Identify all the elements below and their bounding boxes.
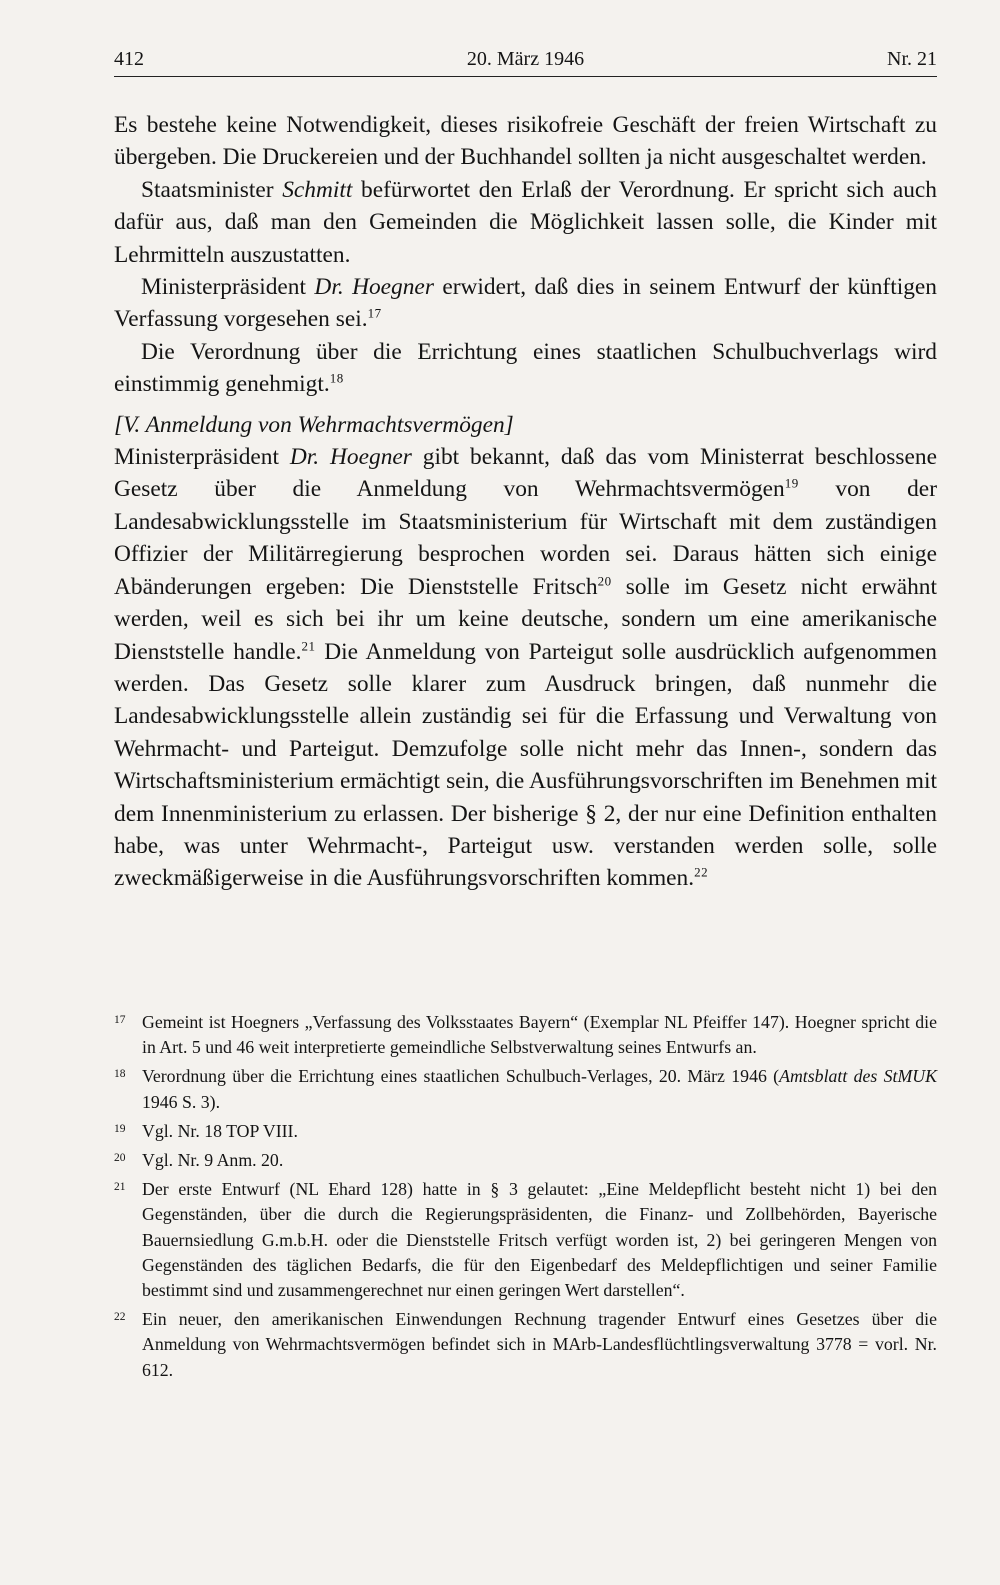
footnotes — [114, 1010, 937, 1387]
footnote — [114, 1307, 937, 1383]
footnote-text: Gemeint ist Hoegners „Verfassung des Volksstaates Bayern“ (Exemplar NL Pfeiffer 147). Hoegner spricht die in Art. 5 und 46 weit interpretierte gemeindliche Selbstverwaltung seines Entwurfs an. — [142, 1012, 937, 1058]
footnote — [114, 1010, 937, 1060]
footnote-text: Der erste Entwurf (NL Ehard 128) hatte in § 3 gelautet: „Eine Meldepflicht besteht nicht 1) bei den Gegenständen, über die durch die Regierungspräsidenten, die Finanz- und Zollbehörden, Bayerische Bauernsiedlung G.m.b.H. oder die Dienststelle Fritsch verfügt worden ist, 2) bei geringeren Mengen von Gegenständen des täglichen Bedarfs, die für den Eigenbedarf des Meldepflichtigen und seiner Familie bestimmt sind und zusammengerechnet nur einen geringen Wert darstellen“. — [142, 1179, 937, 1301]
header-date: 20. März 1946 — [466, 48, 585, 70]
footnote-ref[interactable]: 17 — [367, 306, 382, 321]
main-text — [114, 109, 937, 895]
footnote-number: 21 — [114, 1181, 126, 1194]
person-name: Schmitt — [282, 176, 353, 203]
footnote-ref[interactable]: 18 — [329, 370, 344, 386]
page-number: 412 — [114, 48, 144, 70]
footnote-number: 17 — [114, 1014, 126, 1026]
footnote-ref[interactable]: 20 — [597, 573, 612, 589]
paragraph: Die Verordnung über die Errichtung eines staatlichen Schulbuchverlags wird einstimmig genehmigt.$^{18}$ — [114, 338, 937, 398]
footnote-number: 18 — [114, 1068, 126, 1081]
footnote: 18 Verordnung über die Errichtung eines staatlichen Schulbuch-Verlages, 20. März 1946 (Amtsblatt des StMUK 1946 S. 3). — [114, 1066, 937, 1112]
running-header — [114, 44, 937, 74]
footnote-text: Vgl. Nr. 18 TOP VIII. — [142, 1120, 298, 1141]
footnote — [114, 1148, 937, 1173]
section-heading: [V. Anmeldung von Wehrmachtsvermögen] — [114, 411, 514, 438]
publication-title: Amtsblatt des StMUK — [779, 1066, 937, 1087]
footnote-text: Ein neuer, den amerikanischen Einwendungen Rechnung tragender Entwurf eines Gesetzes über die Anmeldung von Wehrmachtsvermögen befindet sich in MArb-Landesflüchtlingsverwaltung 3778 = vorl. Nr. 612. — [142, 1309, 937, 1380]
footnote-text: Vgl. Nr. 9 Anm. 20. — [142, 1150, 284, 1171]
paragraph: Ministerpräsident Dr. Hoegner gibt bekannt, daß das vom Ministerrat beschlossene Gesetz über die Anmeldung von Wehrmachtsvermögen$^{19}$ von der Landesabwicklungsstelle im Staatsministerium für Wirtschaft mit dem zuständigen Offizier der Militärregierung besprochen worden sei. Daraus hätten sich einige Abänderungen ergeben: Die Dienststelle Fritsch$^{20}$ solle im Gesetz nicht erwähnt werden, weil es sich bei ihr um keine deutsche, sondern um eine amerikanische Dienststelle handle.$^{21}$ Die Anmeldung von Parteigut solle ausdrücklich aufgenommen werden. Das Gesetz solle klarer zum Ausdruck bringen, daß nunmehr die Landesabwicklungsstelle allein zuständig sei für die Erfassung und Verwaltung von Wehrmacht- und Parteigut. Demzufolge solle nicht mehr das Innen-, sondern das Wirtschaftsministerium ermächtigt sein, die Ausführungsvorschriften im Benehmen mit dem Innenministerium zu erlassen. Der bisherige § 2, der nur eine Definition enthalten habe, was unter Wehrmacht-, Parteigut usw. verstanden werden solle, solle zweckmäßigerweise in die Ausführungsvorschriften kommen.$^{22}$ — [114, 444, 937, 892]
person-name: Dr. Hoegner — [289, 444, 412, 471]
footnote-text: Verordnung über die Errichtung eines staatlichen Schulbuch-Verlages, 20. März 1946 ( — [142, 1066, 780, 1087]
footnote-ref[interactable]: 19 — [784, 476, 799, 492]
paragraph: Es bestehe keine Notwendigkeit, dieses risikofreie Geschäft der freien Wirtschaft zu übergeben. Die Druckereien und der Buchhandel sollten ja nicht ausgeschaltet werden. — [114, 112, 937, 171]
paragraph: Staatsminister Schmitt befürwortet den Erlaß der Verordnung. Er spricht sich auch dafür aus, daß man den Gemeinden die Möglichkeit lassen solle, die Kinder mit Lehrmitteln auszustatten. — [114, 176, 938, 268]
footnote-number: 19 — [114, 1122, 126, 1135]
person-name: Dr. Hoegner — [314, 274, 434, 301]
footnote — [114, 1119, 937, 1144]
footnote-ref[interactable]: 21 — [301, 638, 316, 654]
document-number: Nr. 21 — [887, 48, 937, 70]
footnote-number: 20 — [114, 1152, 126, 1165]
paragraph: Ministerpräsident Dr. Hoegner erwidert, daß dies in seinem Entwurf der künftigen Verfassung vorgesehen sei.$^{17}$ — [114, 274, 937, 333]
footnote — [114, 1177, 937, 1303]
footnote-ref[interactable]: 22 — [694, 864, 709, 880]
footnote-number: 22 — [114, 1311, 126, 1324]
header-rule — [114, 76, 937, 77]
